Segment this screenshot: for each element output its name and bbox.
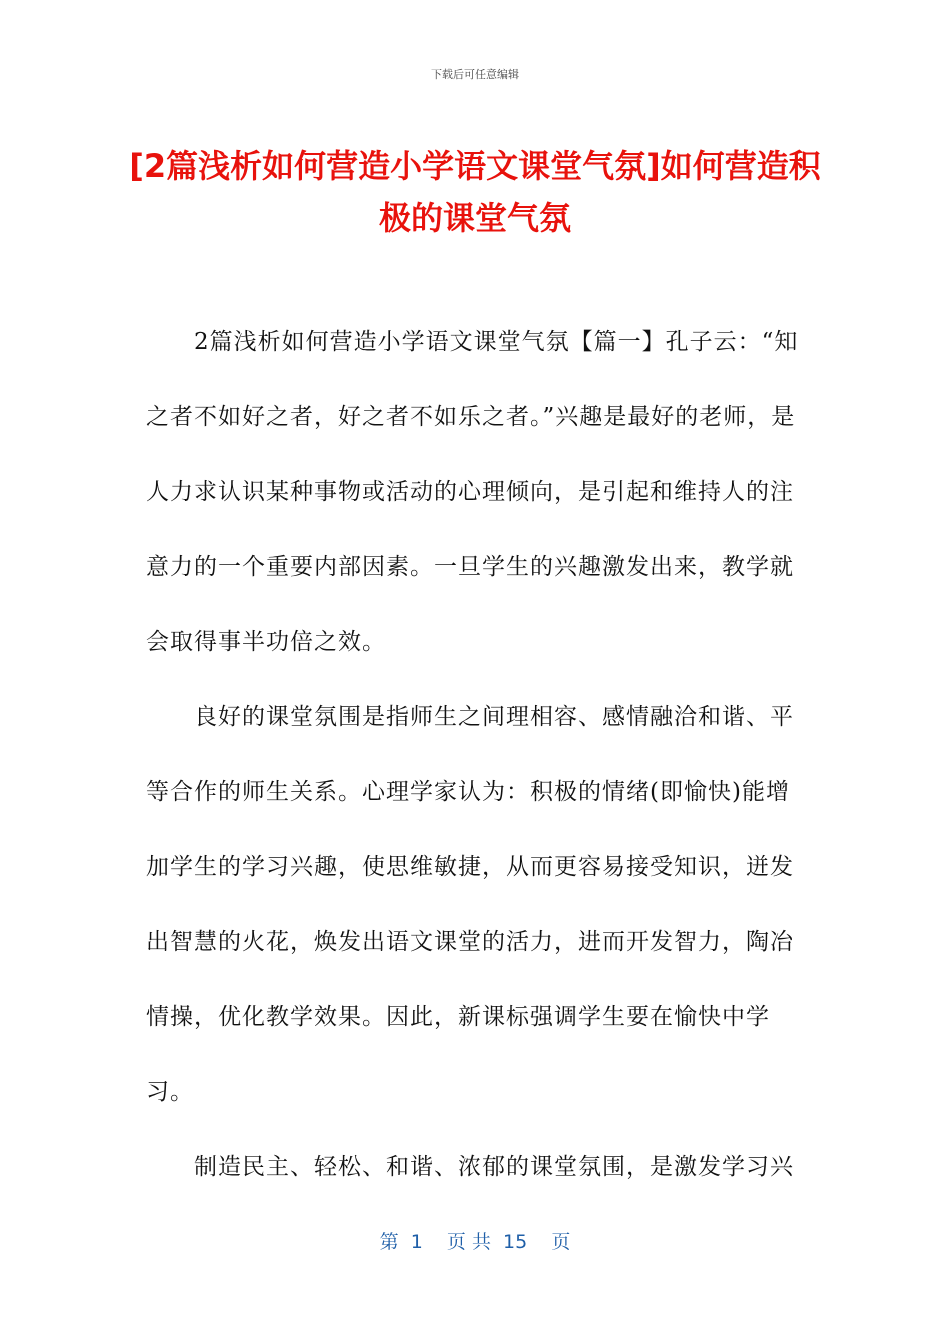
header-note: 下载后可任意编辑 <box>431 68 519 81</box>
paragraph-2: 良好的课堂氛围是指师生之间理相容、感情融洽和谐、平等合作的师生关系。心理学家认为：积极的情绪(即愉快)能增加学生的学习兴趣，使思维敏捷，从而更容易接受知识，迸发出智慧的火花，焕发出语文课堂的活力，进而开发智力，陶冶情操，优化教学效果。因此，新课标强调学生要在愉快中学习。 <box>146 704 794 1105</box>
page-footer: 第 1 页 共 15 页 <box>379 1231 571 1253</box>
paragraph-3: 制造民主、轻松、和谐、浓郁的课堂氛围，是激发学习兴 <box>194 1154 794 1180</box>
document-title: [2篇浅析如何营造小学语文课堂气氛]如何营造积极的课堂气氛 <box>129 147 821 237</box>
paragraph-1: 2篇浅析如何营造小学语文课堂气氛【篇一】孔子云：“知之者不如好之者，好之者不如乐之者。”兴趣是最好的老师，是人力求认识某种事物或活动的心理倾向，是引起和维持人的注意力的一个重要内部因素。一旦学生的兴趣激发出来，教学就会取得事半功倍之效。 <box>146 329 799 655</box>
